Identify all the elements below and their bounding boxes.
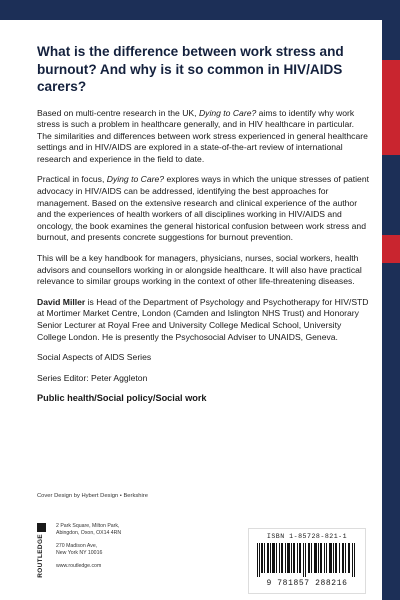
description-paragraph-2 xyxy=(37,174,369,244)
book-title-italic: Dying to Care? xyxy=(106,174,165,185)
spine-red-accent xyxy=(382,60,400,155)
top-color-band xyxy=(0,0,400,20)
isbn-label: ISBN 1-85728-821-1 xyxy=(266,533,348,540)
cover-design-credit: Cover Design by Hybert Design • Berkshire xyxy=(37,493,148,499)
para2-text-end: explores ways in which the unique stresses of patient advocacy in HIV/AIDS can be addressed, identifying the best approaches for management. Based on the extensive research and clinical experience of the author and the experiences of health workers of all disciplines working in HIV/AIDS and oncology, the book examines the general historical confusion between work stress and burnout, and presents concrete suggestions for burnout prevention. xyxy=(37,174,369,243)
author-name: David Miller xyxy=(37,296,86,307)
book-title-italic: Dying to Care? xyxy=(198,107,257,118)
back-cover-text xyxy=(37,43,369,403)
publisher-website: www.routledge.com xyxy=(56,562,102,569)
author-bio xyxy=(37,297,369,343)
publisher-address xyxy=(56,523,121,570)
routledge-mark-icon xyxy=(37,523,46,532)
barcode-digits: 9 781857 288216 xyxy=(266,579,348,588)
routledge-logo-word: ROUTLEDGE xyxy=(37,534,44,578)
spine-red-accent-lower xyxy=(382,235,400,263)
address-us-line: New York NY 10016 xyxy=(56,550,103,557)
author-bio-text: is Head of the Department of Psychology and Psychotherapy for HIV/STD at Mortimer Market Centre, London (Camden and Islington NHS Trust) and Honorary Senior Lecturer at Royal Free and University College Medical School, University College London. He is presently the Psychosocial Adviser to UNAIDS, Geneva. xyxy=(37,296,369,342)
isbn-barcode-block xyxy=(248,528,366,594)
spine-color-band xyxy=(382,0,400,600)
subject-categories: Public health/Social policy/Social work xyxy=(37,393,207,404)
routledge-logo xyxy=(37,523,46,578)
description-paragraph-3: This will be a key handbook for managers, physicians, nurses, social workers, health advisors and counsellors working in or alongside healthcare. It will also have practical relevance to similar groups working in the context of other life-threatening diseases. xyxy=(37,253,362,287)
address-uk-line: 2 Park Square, Milton Park, xyxy=(56,523,120,529)
series-editor: Series Editor: Peter Aggleton xyxy=(37,372,148,383)
headline: What is the difference between work stress and burnout? And why is it so common in HIV/AIDS carers? xyxy=(37,44,344,94)
para1-text-end: aims to identify why work stress is such a problem in healthcare generally, and in HIV healthcare in particular. The similarities and differences between work stress experienced in general healthcare settings and in HIV/AIDS are explored in a state-of-the-art review of international research and experience in the field to date. xyxy=(37,107,368,164)
address-uk-line: Abingdon, Oxon, OX14 4RN xyxy=(56,530,122,537)
publisher-block xyxy=(37,523,157,588)
series-name: Social Aspects of AIDS Series xyxy=(37,352,152,363)
address-us-line: 270 Madison Ave, xyxy=(56,542,98,549)
para2-text-start: Practical in focus, xyxy=(37,174,107,185)
para1-text-start: Based on multi-centre research in the UK, xyxy=(37,107,199,118)
description-paragraph-1 xyxy=(37,108,369,166)
barcode-icon xyxy=(255,543,359,577)
